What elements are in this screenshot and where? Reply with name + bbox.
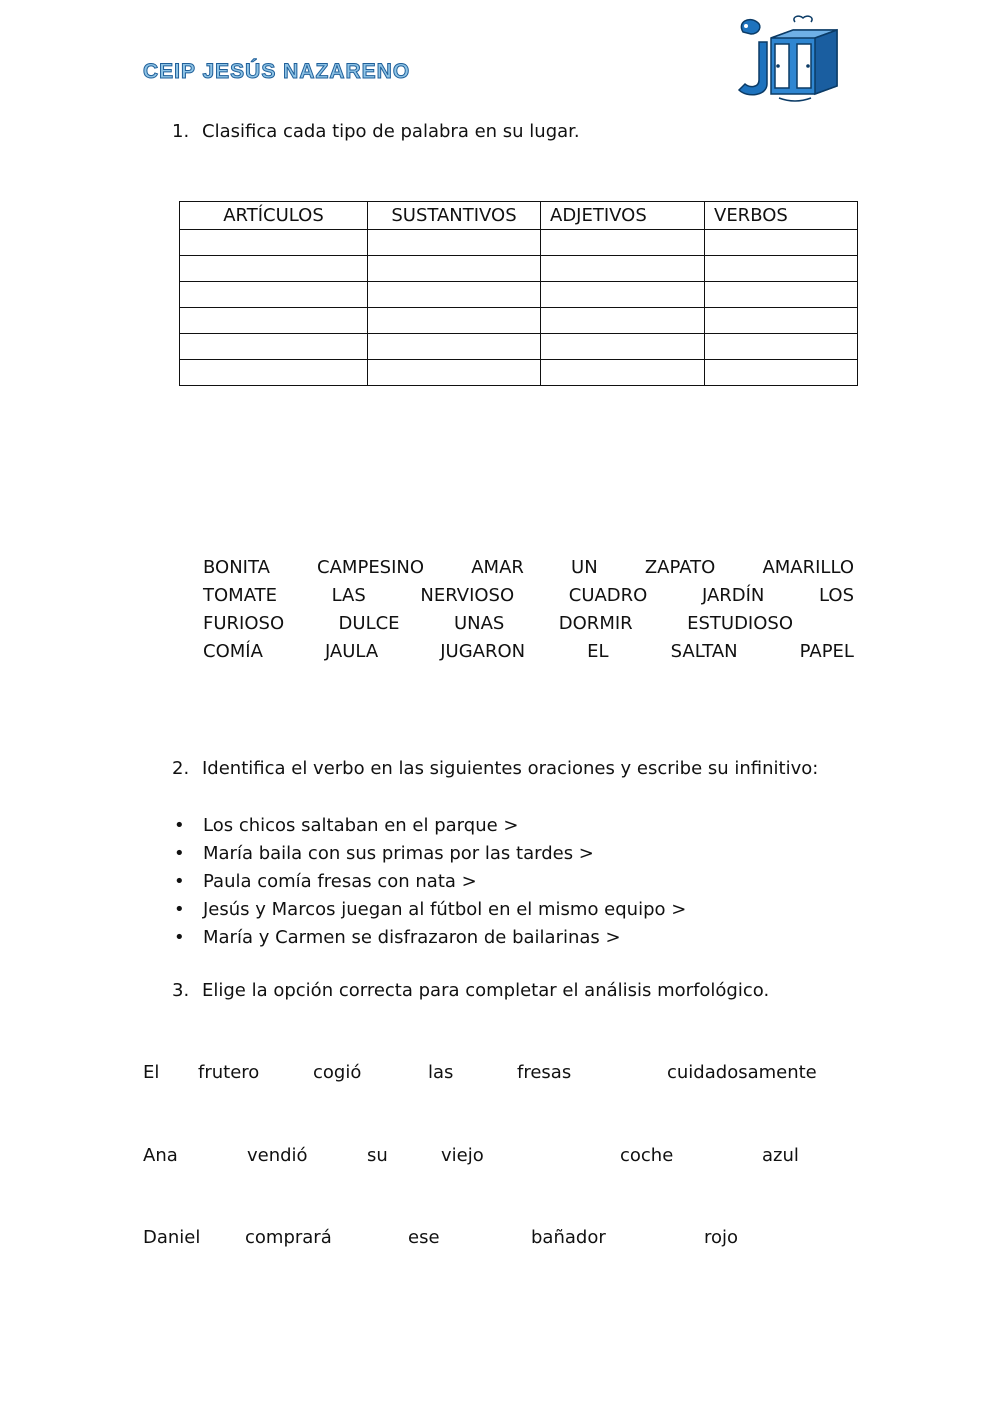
answer-cell[interactable] xyxy=(180,230,368,256)
verb-sentences-list xyxy=(172,812,686,952)
question-2-number: 2. xyxy=(172,758,190,779)
analysis-word[interactable]: bañador xyxy=(531,1227,606,1248)
word-chip[interactable]: EL xyxy=(587,641,609,662)
question-1 xyxy=(172,121,872,147)
analysis-sentence-2 xyxy=(0,1145,1000,1171)
word-chip[interactable]: DORMIR xyxy=(558,613,633,634)
list-item: • María baila con sus primas por las tardes > xyxy=(172,840,686,868)
answer-cell[interactable] xyxy=(368,230,541,256)
answer-cell[interactable] xyxy=(180,334,368,360)
answer-cell[interactable] xyxy=(368,308,541,334)
question-3-number: 3. xyxy=(172,980,190,1001)
list-item: • María y Carmen se disfrazaron de bailarinas > xyxy=(172,924,686,952)
word-chip[interactable]: LOS xyxy=(819,585,854,606)
answer-cell[interactable] xyxy=(705,308,858,334)
word-bank xyxy=(203,557,854,673)
word-chip[interactable]: JAULA xyxy=(324,641,379,662)
analysis-word[interactable]: su xyxy=(367,1145,388,1166)
word-chip[interactable]: SALTAN xyxy=(670,641,738,662)
answer-cell[interactable] xyxy=(705,282,858,308)
answer-cell[interactable] xyxy=(541,360,705,386)
analysis-word[interactable]: fresas xyxy=(517,1062,572,1083)
answer-cell[interactable] xyxy=(368,282,541,308)
analysis-word[interactable]: comprará xyxy=(245,1227,332,1248)
answer-cell[interactable] xyxy=(180,282,368,308)
word-bank-row xyxy=(203,585,854,606)
word-bank-row xyxy=(203,641,854,662)
classification-table xyxy=(179,201,858,386)
question-3 xyxy=(172,980,892,1006)
word-chip[interactable]: LAS xyxy=(331,585,366,606)
answer-cell[interactable] xyxy=(705,334,858,360)
answer-cell[interactable] xyxy=(180,256,368,282)
answer-cell[interactable] xyxy=(368,360,541,386)
table-row xyxy=(180,334,858,360)
analysis-word[interactable]: cuidadosamente xyxy=(667,1062,817,1083)
word-chip[interactable]: UN xyxy=(571,557,598,578)
word-chip[interactable]: ESTUDIOSO xyxy=(687,613,793,634)
word-chip[interactable]: TOMATE xyxy=(203,585,277,606)
answer-cell[interactable] xyxy=(705,256,858,282)
list-item: • Jesús y Marcos juegan al fútbol en el mismo equipo > xyxy=(172,896,686,924)
word-chip[interactable]: CAMPESINO xyxy=(317,557,425,578)
word-chip[interactable]: COMÍA xyxy=(203,641,263,662)
word-chip[interactable]: DULCE xyxy=(338,613,400,634)
analysis-word[interactable]: azul xyxy=(762,1145,799,1166)
analysis-sentence-3 xyxy=(0,1227,1000,1253)
word-chip[interactable]: CUADRO xyxy=(568,585,648,606)
analysis-word[interactable]: Ana xyxy=(143,1145,178,1166)
analysis-word[interactable]: frutero xyxy=(198,1062,260,1083)
analysis-word[interactable]: viejo xyxy=(441,1145,484,1166)
header-articulos: ARTÍCULOS xyxy=(180,202,368,230)
analysis-word[interactable]: ese xyxy=(408,1227,440,1248)
word-chip[interactable]: AMAR xyxy=(471,557,524,578)
table-row xyxy=(180,282,858,308)
answer-cell[interactable] xyxy=(541,334,705,360)
answer-cell[interactable] xyxy=(705,360,858,386)
question-1-number: 1. xyxy=(172,121,190,142)
answer-cell[interactable] xyxy=(180,308,368,334)
table-header-row xyxy=(180,202,858,230)
answer-cell[interactable] xyxy=(541,308,705,334)
analysis-word[interactable]: coche xyxy=(620,1145,674,1166)
word-chip[interactable]: JARDÍN xyxy=(701,585,765,606)
analysis-word[interactable]: El xyxy=(143,1062,160,1083)
school-name: CEIP JESÚS NAZARENO xyxy=(143,60,411,83)
word-bank-row xyxy=(203,557,854,578)
question-1-text: Clasifica cada tipo de palabra en su lugar. xyxy=(202,121,580,142)
analysis-word[interactable]: las xyxy=(428,1062,454,1083)
question-3-text: Elige la opción correcta para completar el análisis morfológico. xyxy=(202,980,770,1001)
word-chip[interactable]: BONITA xyxy=(203,557,270,578)
school-logo-icon xyxy=(733,14,845,104)
table-row xyxy=(180,308,858,334)
answer-cell[interactable] xyxy=(368,256,541,282)
question-2-text: Identifica el verbo en las siguientes oraciones y escribe su infinitivo: xyxy=(202,758,819,779)
answer-cell[interactable] xyxy=(541,282,705,308)
header-adjetivos: ADJETIVOS xyxy=(541,202,705,230)
answer-cell[interactable] xyxy=(368,334,541,360)
answer-cell[interactable] xyxy=(705,230,858,256)
analysis-word[interactable]: Daniel xyxy=(143,1227,201,1248)
table-row xyxy=(180,360,858,386)
analysis-sentence-1 xyxy=(0,1062,1000,1088)
word-chip[interactable]: JUGARON xyxy=(440,641,526,662)
answer-cell[interactable] xyxy=(541,256,705,282)
answer-cell[interactable] xyxy=(180,360,368,386)
header-verbos: VERBOS xyxy=(705,202,858,230)
table-row xyxy=(180,256,858,282)
list-item: • Los chicos saltaban en el parque > xyxy=(172,812,686,840)
answer-cell[interactable] xyxy=(541,230,705,256)
word-chip[interactable]: PAPEL xyxy=(799,641,854,662)
word-chip[interactable]: UNAS xyxy=(453,613,505,634)
word-chip[interactable]: ZAPATO xyxy=(644,557,716,578)
analysis-word[interactable]: rojo xyxy=(704,1227,739,1248)
analysis-word[interactable]: vendió xyxy=(247,1145,308,1166)
word-bank-row xyxy=(203,613,793,634)
table-row xyxy=(180,230,858,256)
word-chip[interactable]: AMARILLO xyxy=(762,557,854,578)
analysis-word[interactable]: cogió xyxy=(313,1062,362,1083)
header-sustantivos: SUSTANTIVOS xyxy=(368,202,541,230)
question-2 xyxy=(172,758,892,784)
list-item: • Paula comía fresas con nata > xyxy=(172,868,686,896)
word-chip[interactable]: FURIOSO xyxy=(203,613,285,634)
word-chip[interactable]: NERVIOSO xyxy=(420,585,515,606)
